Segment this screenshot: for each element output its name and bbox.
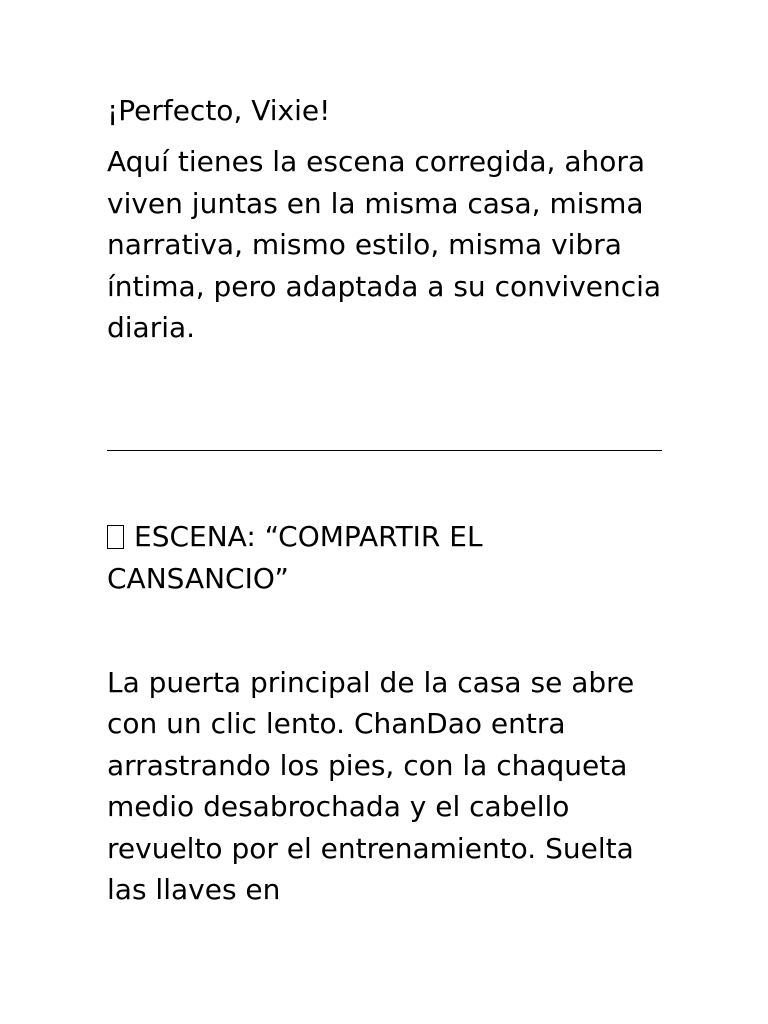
missing-glyph-icon: [107, 525, 124, 549]
story-paragraph: La puerta principal de la casa se abre con un clic lento. ChanDao entra arrastrando los pies, con la chaqueta medio desabrochada y el cabello revuelto por el entrenamiento. Suelta las llaves en: [107, 666, 635, 907]
section-divider: [107, 450, 662, 451]
intro-paragraph: Aquí tienes la escena corregida, ahora viven juntas en la misma casa, misma narrativa, mismo estilo, misma vibra íntima, pero adaptada a su convivencia diaria.: [107, 145, 662, 344]
greeting-text: ¡Perfecto, Vixie!: [107, 94, 331, 127]
scene-heading: [107, 516, 663, 600]
scene-title-text: ESCENA: “COMPARTIR EL CANSANCIO”: [107, 520, 483, 595]
